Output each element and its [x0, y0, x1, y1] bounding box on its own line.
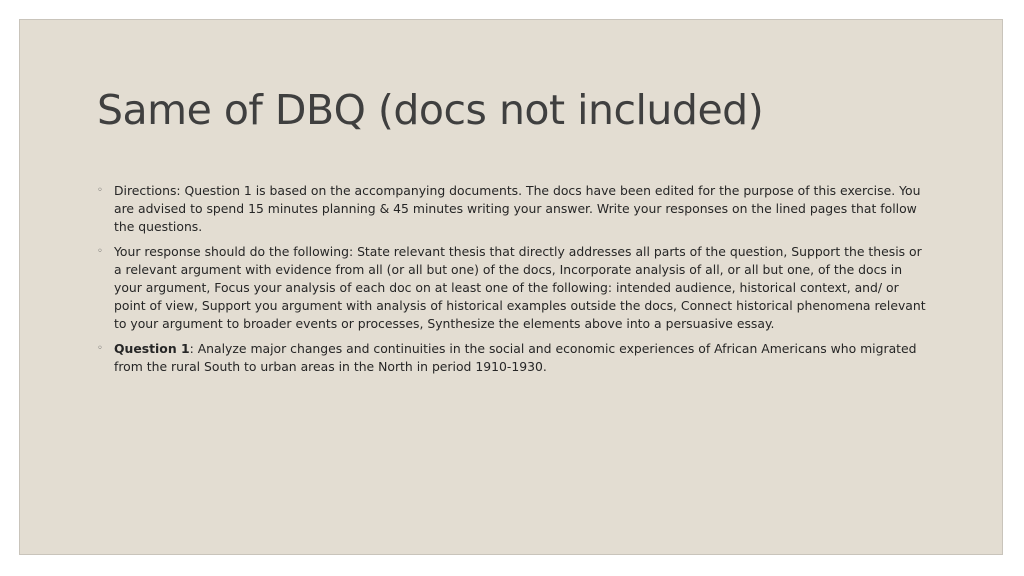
bullet-text: Directions: Question 1 is based on the accompanying documents. The docs have been edited for the purpose of this exercise. You are advised to spend 15 minutes planning & 45 minutes writing your answer. Write your responses on the lined pages that follow the questions.	[114, 183, 921, 234]
bullet-question-1	[97, 340, 933, 376]
slide	[19, 19, 1003, 555]
bullet-marker-icon: ◦	[97, 185, 103, 196]
question-label: Question 1	[114, 341, 190, 356]
bullet-directions	[97, 182, 933, 236]
slide-title: Same of DBQ (docs not included)	[97, 86, 764, 134]
bullet-text: : Analyze major changes and continuities in the social and economic experiences of African Americans who migrated from the rural South to urban areas in the North in period 1910-1930.	[114, 341, 917, 374]
bullet-text: Your response should do the following: State relevant thesis that directly addresses all parts of the question, Support the thesis or a relevant argument with evidence from all (or all but one) of the docs, Incorporate analysis of all, or all but one, of the docs in your argument, Focus your analysis of each doc on at least one of the following: intended audience, historical context, and/ or point of view, Support you argument with analysis of historical examples outside the docs, Connect historical phenomena relevant to your argument to broader events or processes, Synthesize the elements above into a persuasive essay.	[114, 244, 926, 331]
bullet-marker-icon: ◦	[97, 246, 103, 257]
bullet-list	[97, 182, 933, 383]
bullet-response-requirements	[97, 243, 933, 333]
bullet-marker-icon: ◦	[97, 343, 103, 354]
